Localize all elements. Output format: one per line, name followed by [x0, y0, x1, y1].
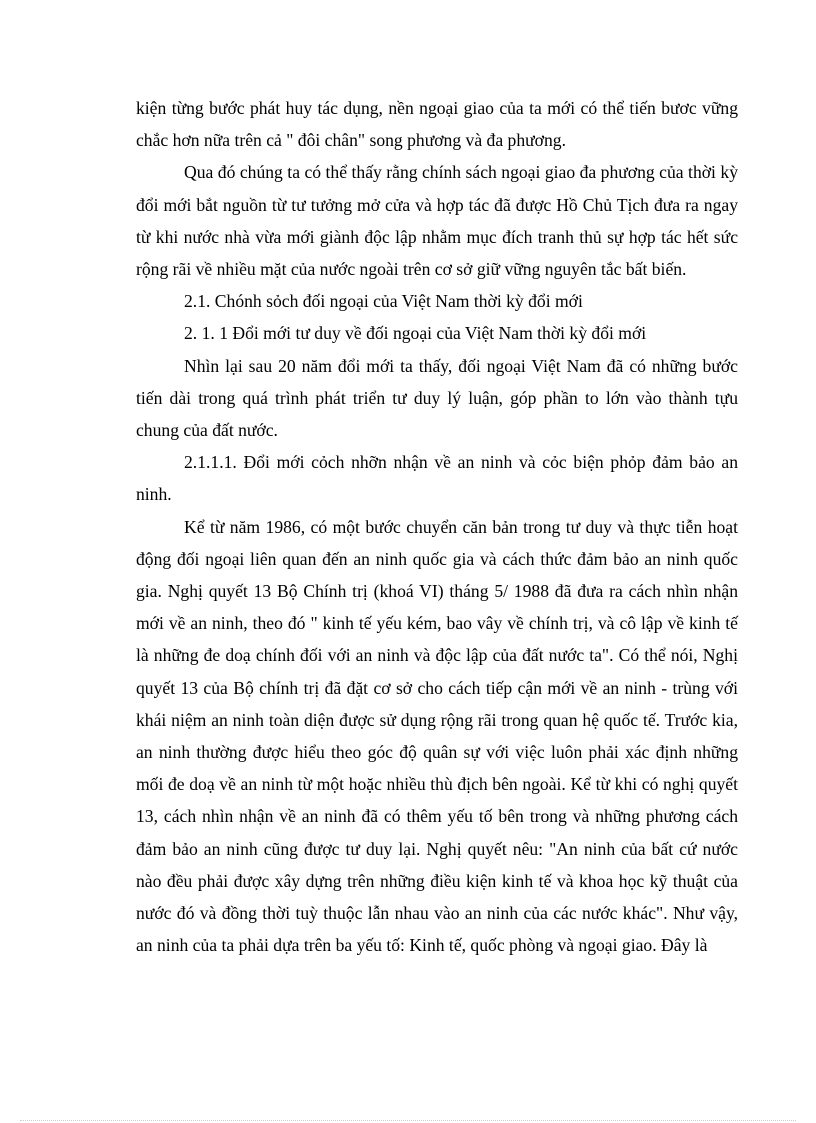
document-body — [136, 92, 738, 961]
paragraph: Qua đó chúng ta có thể thấy rằng chính sách ngoại giao đa phương của thời kỳ đổi mới bắt nguồn từ tư tưởng mở cửa và hợp tác đã được Hồ Chủ Tịch đưa ra ngay từ khi nước nhà vừa mới giành độc lập nhằm mục đích tranh thủ sự hợp tác hết sức rộng rãi về nhiều mặt của nước ngoài trên cơ sở giữ vững nguyên tắc bất biến. — [136, 162, 738, 280]
subsubsection-heading: 2.1.1.1. Đổi mới cỏch nhỡn nhận về an ninh và cỏc biện phỏp đảm bảo an ninh. — [136, 452, 738, 505]
section-heading: 2.1. Chónh sỏch đối ngoại của Việt Nam thời kỳ đổi mới — [184, 291, 583, 312]
page-bottom-rule — [20, 1120, 796, 1121]
subsection-heading: 2. 1. 1 Đổi mới tư duy về đối ngoại của Việt Nam thời kỳ đổi mới — [184, 323, 647, 344]
paragraph: Nhìn lại sau 20 năm đổi mới ta thấy, đối ngoại Việt Nam đã có những bước tiến dài trong quá trình phát triển tư duy lý luận, góp phần to lớn vào thành tựu chung của đất nước. — [136, 355, 738, 441]
paragraph: Kể từ năm 1986, có một bước chuyển căn bản trong tư duy và thực tiễn hoạt động đối ngoại liên quan đến an ninh quốc gia và cách thức đảm bảo an ninh quốc gia. Nghị quyết 13 Bộ Chính trị (khoá VI) tháng 5/ 1988 đã đưa ra cách nhìn nhận mới về an ninh, theo đó " kinh tế yếu kém, bao vây về chính trị, và cô lập về kinh tế là những đe doạ chính đối với an ninh và độc lập của đất nước ta". Có thể nói, Nghị quyết 13 của Bộ chính trị đã đặt cơ sở cho cách tiếp cận mới về an ninh - trùng với khái niệm an ninh toàn diện được sử dụng rộng rãi trong quan hệ quốc tế. Trước kia, an ninh thường được hiểu theo góc độ quân sự với việc luôn phải xác định những mối đe doạ về an ninh từ một hoặc nhiều thù địch bên ngoài. Kể từ khi có nghị quyết 13, cách nhìn nhận về an ninh đã có thêm yếu tố bên trong và những phương cách đảm bảo an ninh cũng được tư duy lại. Nghị quyết nêu: "An ninh của bất cứ nước nào đều phải được xây dựng trên những điều kiện kinh tế và khoa học kỹ thuật của nước đó và đồng thời tuỳ thuộc lẫn nhau vào an ninh của các nước khác". Như vậy, an ninh của ta phải dựa trên ba yếu tố: Kinh tế, quốc phòng và ngoại giao. Đây là — [136, 516, 738, 956]
paragraph: kiện từng bước phát huy tác dụng, nền ngoại giao của ta mới có thể tiến bươc vững chắc hơn nữa trên cả " đôi chân" song phương và đa phương. — [136, 98, 738, 151]
